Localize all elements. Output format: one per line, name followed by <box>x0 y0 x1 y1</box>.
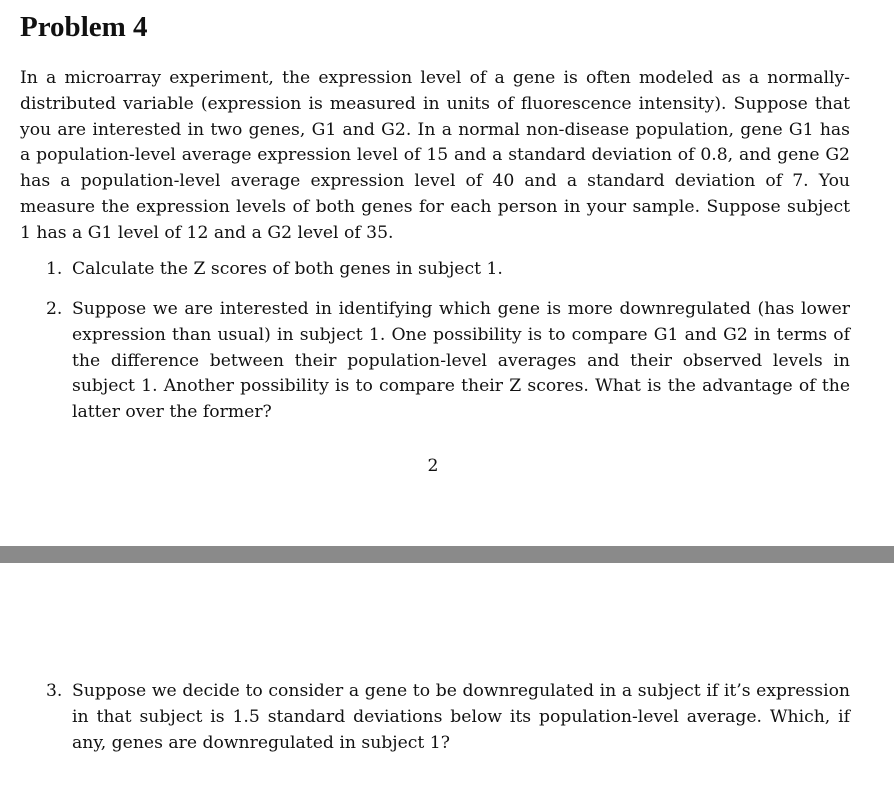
problem-heading: Problem 4 <box>20 11 148 43</box>
problem-statement: In a microarray experiment, the expression level of a gene is often modeled as a normally-distributed variable (expression is measured in units of fluorescence intensity). Suppose that you are interested in two genes, G1 and G2. In a normal non-disease population, gene G1 has a population-level average expression level of 15 and a standard deviation of 0.8, and gene G2 has a population-level average expression level of 40 and a standard deviation of 7. You measure the expression levels of both genes for each person in your sample. Suppose subject 1 has a G1 level of 12 and a G2 level of 35. <box>20 68 850 243</box>
question-3 <box>46 679 850 756</box>
question-3-text: Suppose we decide to consider a gene to be downregulated in a subject if it’s expression in that subject is 1.5 standard deviations below its population-level average. Which, if any, genes are downregulated in subject 1? <box>72 681 850 753</box>
question-3-number: 3. <box>46 681 63 701</box>
question-1-number: 1. <box>46 259 63 279</box>
page-number: 2 <box>427 456 439 476</box>
question-2-text: Suppose we are interested in identifying which gene is more downregulated (has lower expression than usual) in subject 1. One possibility is to compare G1 and G2 in terms of the difference between their population-level averages and their observed levels in subject 1. Another possibility is to compare their Z scores. What is the advantage of the latter over the former? <box>72 299 850 423</box>
question-1 <box>46 257 850 283</box>
question-1-text: Calculate the Z scores of both genes in subject 1. <box>72 259 503 279</box>
page-3-top <box>0 563 894 794</box>
question-2 <box>46 297 850 426</box>
question-2-number: 2. <box>46 299 63 319</box>
page-separator <box>0 546 894 563</box>
